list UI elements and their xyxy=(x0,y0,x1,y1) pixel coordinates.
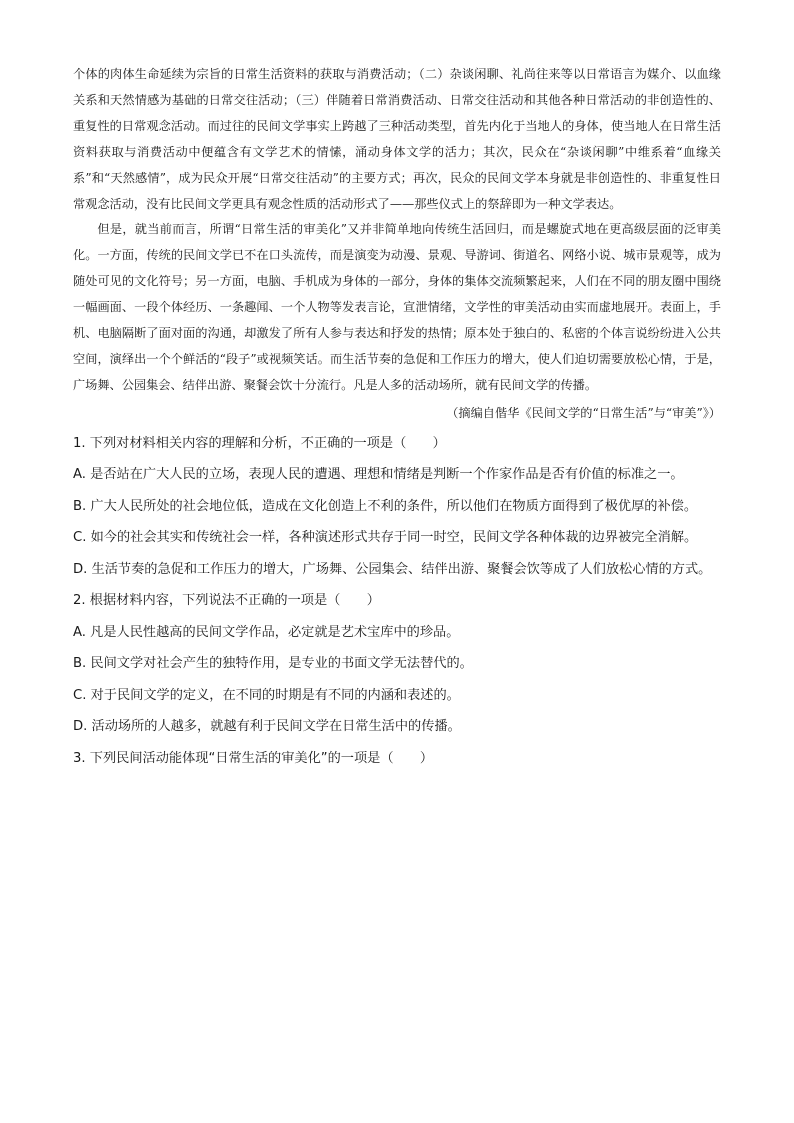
document-page xyxy=(73,62,721,774)
question-1-option-b: B. 广大人民所处的社会地位低，造成在文化创造上不利的条件，所以他们在物质方面得到了极优厚的补偿。 xyxy=(73,498,698,514)
reading-passage xyxy=(73,62,721,426)
passage-paragraph-2: 但是，就当前而言，所谓“日常生活的审美化”又并非简单地向传统生活回归，而是螺旋式地在更高级层面的泛审美化。一方面，传统的民间文学已不在口头流传，而是演变为动漫、景观、导游词、街道名、网络小说、城市景观等，成为随处可见的文化符号；另一方面，电脑、手机成为身体的一部分，身体的集体交流频繁起来，人们在不同的朋友圈中围绕一幅画面、一段个体经历、一条趣闻、一个人物等发表言论，宣泄情绪，文学性的审美活动由实而虚地展开。表面上，手机、电脑隔断了面对面的沟通，却激发了所有人参与表达和抒发的热情；原本处于独白的、私密的个体言说纷纷进入公共空间，演绎出一个个鲜活的“段子”或视频笑话。而生活节奏的急促和工作压力的增大，使人们迫切需要放松心情，于是，广场舞、公园集会、结伴出游、聚餐会饮十分流行。凡是人多的活动场所，就有民间文学的传播。 xyxy=(73,222,721,392)
question-3 xyxy=(73,743,721,775)
question-2-option-a: A. 凡是人民性越高的民间文学作品，必定就是艺术宝库中的珍品。 xyxy=(73,624,460,640)
question-list xyxy=(73,428,721,775)
question-2-stem: 2. 根据材料内容，下列说法不正确的一项是（ ） xyxy=(73,593,380,609)
question-2-option-c: C. 对于民间文学的定义，在不同的时期是有不同的内涵和表述的。 xyxy=(73,687,460,703)
question-1-option-d: D. 生活节奏的急促和工作压力的增大，广场舞、公园集会、结伴出游、聚餐会饮等成了人们放松心情的方式。 xyxy=(73,561,712,577)
passage-source: （摘编自偕华《民间文学的“日常生活”与“审美”》） xyxy=(446,405,721,420)
question-3-stem: 3. 下列民间活动能体现“日常生活的审美化”的一项是（ ） xyxy=(73,750,434,766)
question-2-option-d: D. 活动场所的人越多，就越有利于民间文学在日常生活中的传播。 xyxy=(73,719,461,735)
passage-paragraph-1: 个体的肉体生命延续为宗旨的日常生活资料的获取与消费活动；（二）杂谈闲聊、礼尚往来等以日常语言为媒介、以血缘关系和天然情感为基础的日常交往活动；（三）伴随着日常消费活动、日常交往活动和其他各种日常活动的非创造性的、重复性的日常观念活动。而过往的民间文学事实上跨越了三种活动类型，首先内化于当地人的身体，使当地人在日常生活资料获取与消费活动中便蕴含有文学艺术的情愫，涌动身体文学的活力；其次，民众在“杂谈闲聊”中维系着“血缘关系”和“天然感情”，成为民众开展“日常交往活动”的主要方式；再次，民众的民间文学本身就是非创造性的、非重复性日常观念活动，没有比民间文学更具有观念性质的活动形式了——那些仪式上的祭辞即为一种文学表达。 xyxy=(73,67,721,211)
question-1 xyxy=(73,428,721,586)
question-2 xyxy=(73,585,721,743)
question-2-option-b: B. 民间文学对社会产生的独特作用，是专业的书面文学无法替代的。 xyxy=(73,656,473,672)
question-1-stem: 1. 下列对材料相关内容的理解和分析，不正确的一项是（ ） xyxy=(73,435,446,451)
question-1-option-c: C. 如今的社会其实和传统社会一样，各种演述形式共存于同一时空，民间文学各种体裁的边界被完全消解。 xyxy=(73,530,698,546)
question-1-option-a: A. 是否站在广大人民的立场，表现人民的遭遇、理想和情绪是判断一个作家作品是否有价值的标准之一。 xyxy=(73,467,684,483)
